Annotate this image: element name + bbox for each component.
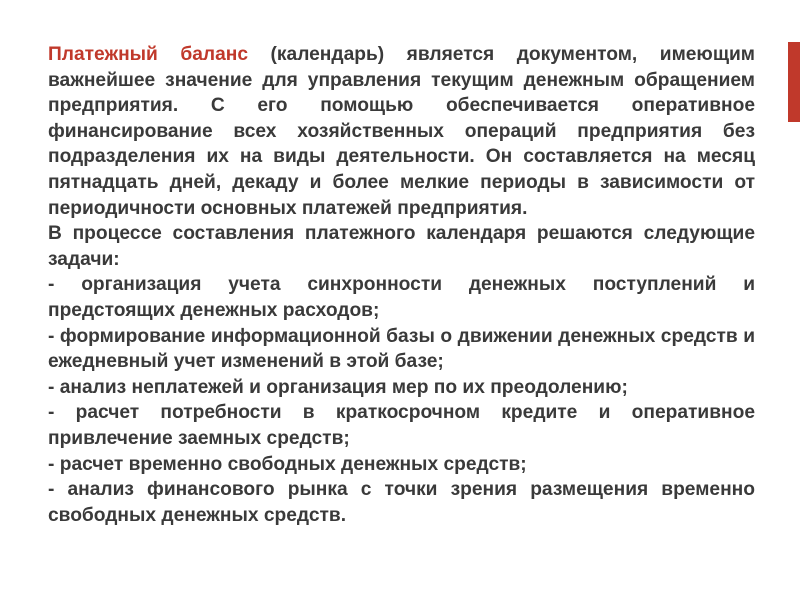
intro-paragraph (48, 42, 755, 221)
task-item: - расчет временно свободных денежных средств; (48, 453, 527, 475)
task-item: - анализ финансового рынка с точки зрения размещения временно свободных денежных средств. (48, 479, 755, 526)
slide-body (48, 42, 755, 528)
task-item: - формирование информационной базы о движении денежных средств и ежедневный учет изменений в этой базе; (48, 325, 755, 373)
highlighted-term: Платежный баланс (48, 44, 249, 65)
task-item: - анализ неплатежей и организация мер по их преодолению; (48, 376, 628, 398)
intro-text: (календарь) является документом, имеющим важнейшее значение для управления текущим денежным обращением предприятия. С его помощью обеспечивается оперативное финансирование всех хозяйственных операций предприятия без подразделения их на виды деятельности. Он составляется на месяц пятнадцать дней, декаду и более мелкие периоды в зависимости от периодичности основных платежей предприятия. (48, 44, 755, 219)
task-item: - расчет потребности в краткосрочном кредите и оперативное привлечение заемных средств; (48, 402, 755, 449)
accent-bar (788, 42, 800, 122)
task-item: - организация учета синхронности денежных поступлений и предстоящих денежных расходов; (48, 274, 755, 321)
tasks-intro: В процессе составления платежного календаря решаются следующие задачи: (48, 223, 755, 270)
